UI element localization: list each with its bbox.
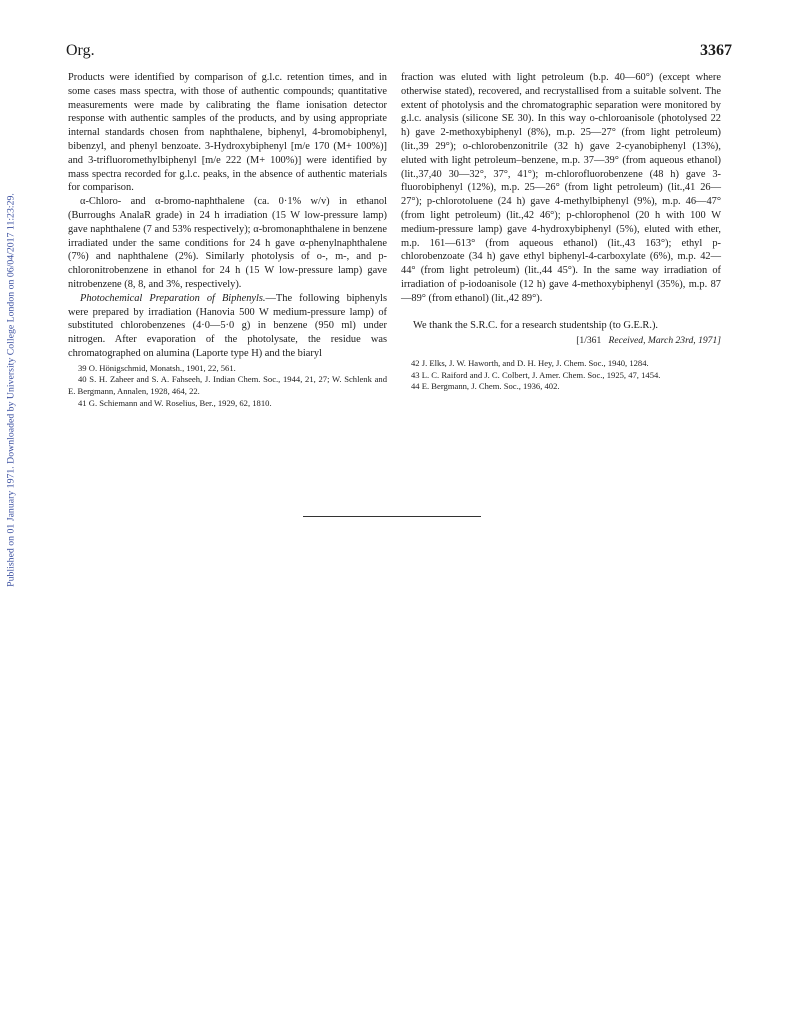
paragraph-preparation [68,292,387,361]
paragraph-biaryl-fraction: fraction was eluted with light petroleum (b.p. 40—60°) (except where otherwise stated), recovered, and recrystallised from a suitable solvent. The extent of photolysis and the chromatographic separation were monitored by g.l.c. analysis (silicone SE 30). In this way o-chloroanisole (photolysed 22 h) gave 2-methoxybiphenyl (8%), m.p. 25—27° (from light petroleum) (lit.,39 29°); o-chlorobenzonitrile (32 h) gave 2-cyanobiphenyl (13%), eluted with light petroleum–benzene, m.p. 37—39° (from aqueous ethanol) (lit.,37,40 30—32°, 37°, 41°); m-chlorofluorobenzene (48 h) gave 3-fluorobiphenyl (12%), m.p. 25—26° (from light petroleum) (lit.,41 26—27°); p-chlorotoluene (24 h) gave 4-methylbiphenyl (9%), m.p. 46—47° (from light petroleum) (lit.,42 46°); p-chlorophenol (20 h with 100 W medium-pressure lamp) gave 4-hydroxybiphenyl (5%), eluted with ether, m.p. 161—613° (from aqueous ethanol) (lit.,43 163°); ethyl p-chlorobenzoate (34 h) gave ethyl biphenyl-4-carboxylate (6%), m.p. 42—44° (from light petroleum) (lit.,44 45°). In the same way irradiation of irradiation of p-iodoanisole (12 h) gave 4-methoxybiphenyl (35%), m.p. 87—89° (from ethanol) (lit.,42 89°). [401,72,721,304]
end-rule [303,516,481,517]
received-date: Received, March 23rd, 1971] [608,335,721,347]
footnote: 42 J. Elks, J. W. Haworth, and D. H. Hey, J. Chem. Soc., 1940, 1284. [411,358,649,369]
left-column [68,71,387,409]
section-heading: Photochemical Preparation of Biphenyls. [80,292,266,304]
paragraph-photolysis: α-Chloro- and α-bromo-naphthalene (ca. 0·1% w/v) in ethanol (Burroughs AnalaR grade) in 24 h irradiation (15 W low-pressure lamp) gave naphthalene (7 and 53% respectively); α-bromonaphthalene in benzene irradiated under the same conditions for 24 h gave α-phenylnaphthalene (7%) and naphthalene (2%). Similarly photolysis of o-, m-, and p-chloronitrobenzene in ethanol for 24 h (15 W low-pressure lamp) gave nitrobenzene (8, 8, and 3%, respectively). [68,196,387,290]
footnote: 43 L. C. Raiford and J. C. Colbert, J. Amer. Chem. Soc., 1925, 47, 1454. [411,369,661,380]
footnote: 39 O. Hönigschmid, Monatsh., 1901, 22, 561. [78,362,236,373]
download-watermark [0,155,22,625]
footnotes-right [401,358,721,393]
page-number: 3367 [700,42,732,59]
footnote: 41 G. Schiemann and W. Roselius, Ber., 1929, 62, 1810. [78,397,272,408]
paragraph-identification: Products were identified by comparison of g.l.c. retention times, and in some cases mass spectra, with those of authentic compounds; quantitative measurements were made by calibrating the flame ionisation detector response with authentic samples of the products, and by using appropriate internal standards chosen from naphthalene, biphenyl, 4-bromobiphenyl, bibenzyl, and phenyl benzoate. 3-Hydroxybiphenyl [m/e 170 (M+ 100%)] and 3-trifluoromethylbiphenyl [m/e 222 (M+ 100%)] were identified by mass spectra recorded for g.l.c. peaks, in the absence of authentic materials for comparison. [68,72,387,194]
received-line [401,334,721,348]
journal-section-label: Org. [66,42,95,59]
manuscript-code: [1/361 [576,335,602,347]
running-header [62,42,732,66]
paragraph-preparation-body: —The following biphenyls were prepared by irradiation (Hanovia 500 W medium-pressure lamp) of substituted chlorobenzenes (4·0—5·0 g) in benzene (950 ml) under nitrogen. After evaporation of the photolysate, the residue was chromatographed on alumina (Laporte type H) and the biaryl [68,292,387,359]
right-column [401,71,721,393]
footnote: 40 S. H. Zaheer and S. A. Fahseeh, J. Indian Chem. Soc., 1944, 21, 27; W. Schlenk and E. Bergmann, Annalen, 1928, 464, 22. [68,374,387,396]
footnotes-left [68,363,387,409]
download-watermark-text: Published on 01 January 1971. Downloaded by University College London on 06/04/2017 11:23:29. [5,193,17,587]
footnote: 44 E. Bergmann, J. Chem. Soc., 1936, 402. [411,381,560,392]
acknowledgement: We thank the S.R.C. for a research studentship (to G.E.R.). [413,319,659,331]
